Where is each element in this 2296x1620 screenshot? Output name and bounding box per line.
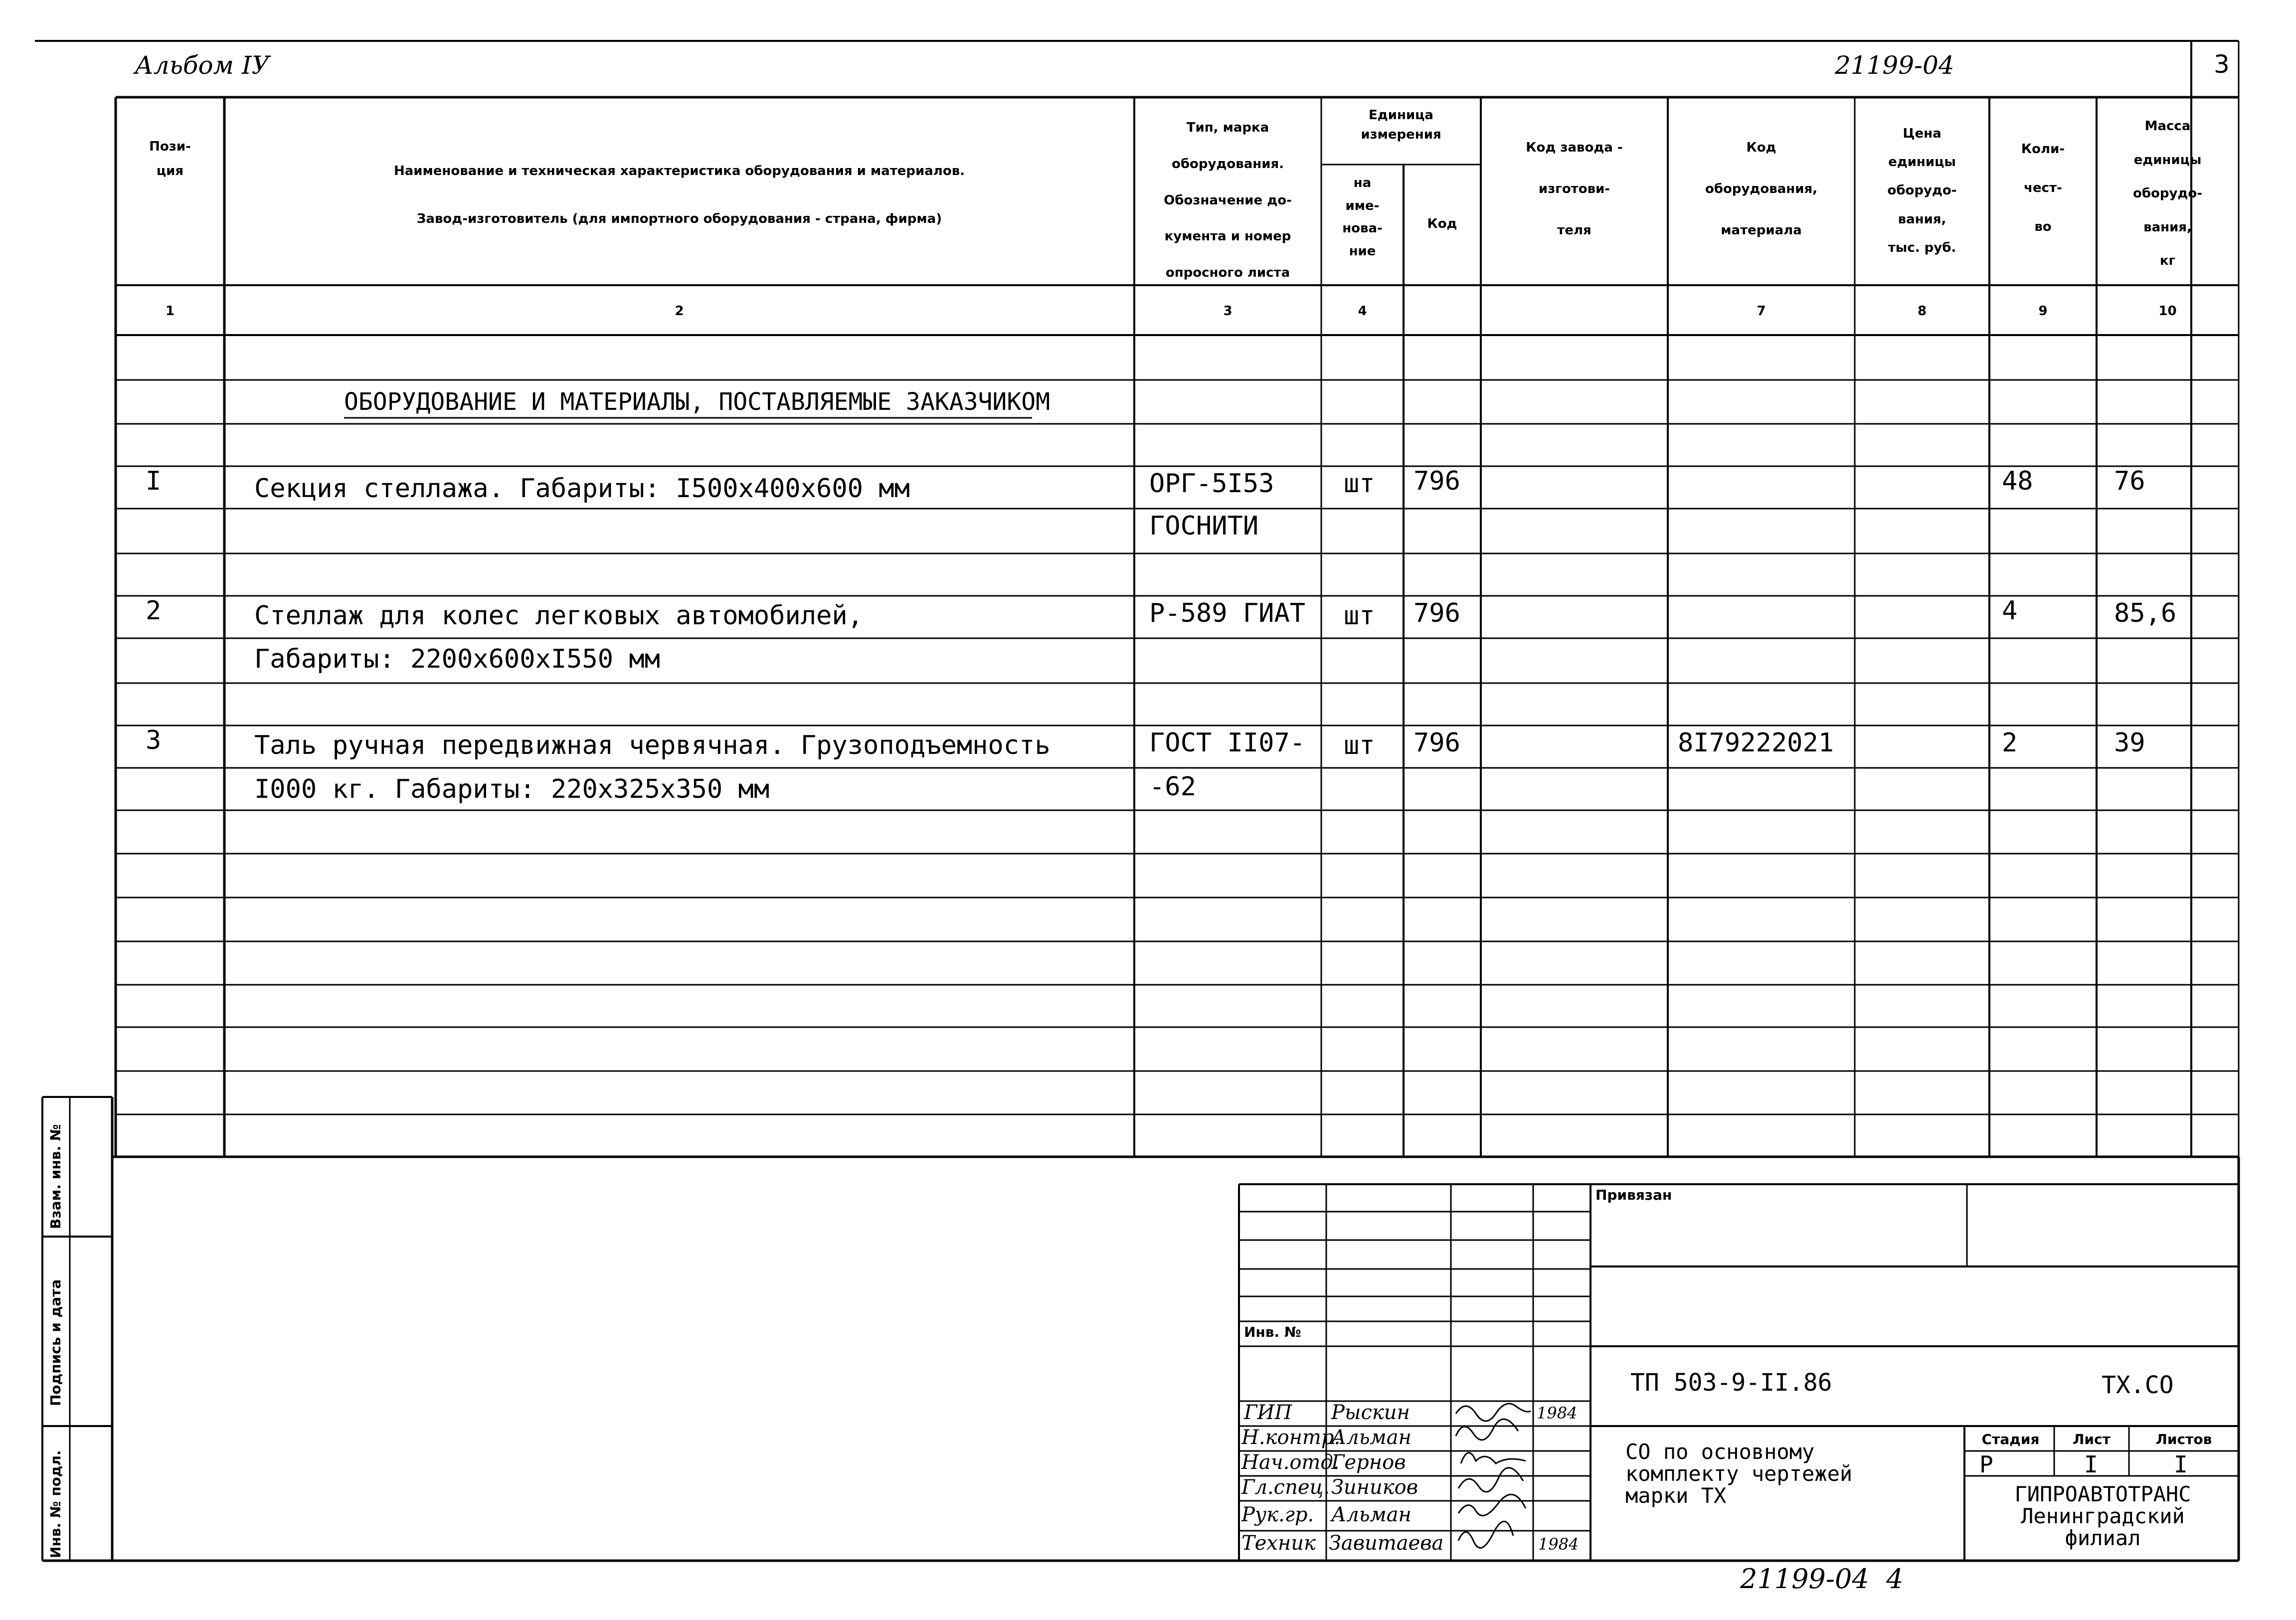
hdr-type-3: Обозначение до-	[1164, 192, 1292, 208]
hdr-qty-3: во	[2034, 219, 2052, 234]
hdr-mass-5: кг	[2159, 253, 2176, 269]
item-type-line1: Р-589 ГИАТ	[1149, 598, 1306, 628]
hdr-unit-2: измерения	[1361, 127, 1441, 142]
hdr-type-4: кумента и номер	[1164, 229, 1291, 244]
hdr-type-2: оборудования.	[1171, 156, 1284, 172]
document-mark: TX.CO	[2102, 1371, 2174, 1399]
hdr-name-2: Завод-изготовитель (для импортного оборудования - страна, фирма)	[416, 211, 942, 227]
hdr-price-1: Цена	[1903, 126, 1942, 141]
signer-role: Нач.отд.	[1241, 1451, 1340, 1474]
signer-role: Рук.гр.	[1241, 1503, 1314, 1526]
col-num-7: 7	[1757, 304, 1766, 319]
hdr-pos-2: ция	[156, 164, 184, 179]
hdr-unitname-1: на	[1353, 176, 1372, 190]
item-unit-code: 796	[1413, 598, 1460, 628]
item-mass: 85,6	[2114, 598, 2177, 628]
hdr-plant-3: теля	[1557, 223, 1591, 238]
item-name-line1: Таль ручная передвижная червячная. Грузоподъемность	[254, 730, 1051, 760]
hdr-unitname-3: нова-	[1342, 221, 1383, 236]
item-type-line1: ГОСТ II07-	[1149, 728, 1306, 758]
hdr-equip-3: материала	[1721, 223, 1802, 238]
sheets-total-value: I	[2174, 1451, 2188, 1478]
hdr-type-1: Тип, марка	[1186, 120, 1269, 135]
hdr-unit-1: Единица	[1369, 108, 1433, 123]
hdr-unitname-4: ние	[1349, 243, 1376, 259]
col-num-3: 3	[1223, 304, 1233, 319]
signer-name: Альман	[1331, 1426, 1412, 1449]
item-unit: шт	[1344, 601, 1375, 631]
side-label-replacement-inv: Взам. инв. №	[47, 1124, 64, 1229]
item-position: 3	[146, 725, 162, 755]
hdr-qty-2: чест-	[2024, 180, 2062, 195]
item-name-line2: Габариты: 2200x600xI550 мм	[254, 644, 660, 674]
sheet-value: I	[2084, 1451, 2098, 1478]
item-quantity: 48	[2002, 466, 2033, 496]
item-name-line1: Стеллаж для колес легковых автомобилей,	[254, 601, 863, 631]
attached-label: Привязан	[1595, 1187, 1672, 1203]
signer-date: 1984	[1537, 1404, 1578, 1423]
hdr-plant-2: изготови-	[1538, 181, 1610, 197]
hdr-mass-4: вания,	[2143, 219, 2192, 235]
signer-role: Н.контр.	[1241, 1426, 1341, 1449]
item-equipment-code: 8I79222021	[1678, 728, 1834, 758]
organization-line2: Ленинградский	[2021, 1504, 2185, 1528]
project-code: ТП 503-9-II.86	[1630, 1369, 1832, 1397]
document-title-line3: марки ТХ	[1625, 1483, 1727, 1508]
col-num-4: 4	[1358, 304, 1367, 319]
hdr-price-3: оборудо-	[1887, 183, 1957, 198]
item-mass: 39	[2114, 728, 2145, 758]
signer-name: Зиников	[1331, 1476, 1418, 1499]
item-unit-code: 796	[1413, 466, 1460, 496]
album-label: Альбом IУ	[135, 51, 270, 80]
sheet-number: 3	[2214, 50, 2230, 79]
hdr-mass-2: единицы	[2133, 152, 2202, 168]
item-type-line2: ГОСНИТИ	[1149, 511, 1259, 541]
signer-role: Гл.спец.	[1241, 1476, 1330, 1499]
item-name-line2: I000 кг. Габариты: 220x325x350 мм	[254, 774, 770, 804]
col-num-9: 9	[2038, 304, 2048, 319]
hdr-plant-1: Код завода -	[1526, 140, 1623, 155]
hdr-mass-1: Масса	[2144, 119, 2191, 134]
hdr-name-1: Наименование и техническая характеристика оборудования и материалов.	[393, 164, 965, 179]
document-title	[1625, 1441, 1852, 1507]
item-mass: 76	[2114, 466, 2145, 496]
item-name-line1: Секция стеллажа. Габариты: I500x400x600 мм	[254, 474, 910, 504]
document-title-line2: комплекту чертежей	[1625, 1461, 1853, 1486]
hdr-qty-1: Коли-	[2021, 142, 2065, 157]
hdr-price-5: тыс. руб.	[1888, 240, 1956, 255]
item-type-line2: -62	[1149, 772, 1196, 802]
item-position: 2	[146, 596, 162, 626]
hdr-price-4: вания,	[1898, 211, 1946, 227]
signer-name: Альман	[1331, 1503, 1412, 1526]
organization-line3: филиал	[2065, 1526, 2141, 1550]
hdr-equip-2: оборудования,	[1705, 181, 1818, 197]
bottom-document-code: 21199-04 4	[1740, 1563, 1904, 1595]
sheet-label: Лист	[2073, 1431, 2111, 1447]
document-title-line1: СО по основному	[1625, 1440, 1815, 1464]
item-unit: шт	[1344, 469, 1375, 499]
hdr-pos-1: Пози-	[149, 139, 191, 154]
document-code: 21199-04	[1835, 51, 1954, 80]
item-unit: шт	[1344, 730, 1375, 760]
side-label-signature-date: Подпись и дата	[47, 1279, 64, 1406]
section-title: ОБОРУДОВАНИЕ И МАТЕРИАЛЫ, ПОСТАВЛЯЕМЫЕ ЗАКАЗЧИКОМ	[344, 388, 1051, 416]
stage-value: Р	[1979, 1451, 1993, 1478]
item-type-line1: ОРГ-5I53	[1149, 469, 1274, 499]
signer-role: ГИП	[1244, 1401, 1292, 1424]
hdr-unitname-2: име-	[1345, 198, 1380, 213]
col-num-1: 1	[165, 304, 175, 319]
item-position: I	[146, 466, 162, 496]
signer-date: 1984	[1538, 1535, 1579, 1554]
col-num-10: 10	[2158, 304, 2177, 319]
item-quantity: 4	[2002, 596, 2018, 626]
sheets-total-label: Листов	[2155, 1431, 2212, 1447]
organization	[1967, 1483, 2239, 1549]
item-quantity: 2	[2002, 728, 2018, 758]
signer-name: Гернов	[1331, 1451, 1406, 1474]
signer-name: Завитаева	[1329, 1532, 1444, 1555]
hdr-equip-1: Код	[1746, 140, 1776, 155]
hdr-unit-code: Код	[1427, 216, 1457, 231]
side-label-original-inv: Инв. № подл.	[47, 1450, 64, 1558]
stage-label: Стадия	[1981, 1431, 2040, 1447]
hdr-type-5: опросного листа	[1165, 265, 1290, 281]
hdr-mass-3: оборудо-	[2132, 186, 2203, 201]
hdr-price-2: единицы	[1888, 155, 1956, 170]
inventory-number-label: Инв. №	[1244, 1324, 1301, 1340]
item-unit-code: 796	[1413, 728, 1460, 758]
organization-line1: ГИПРОАВТОТРАНС	[2014, 1482, 2191, 1506]
col-num-8: 8	[1917, 304, 1927, 319]
signer-name: Рыскин	[1331, 1401, 1410, 1424]
signer-role: Техник	[1241, 1532, 1316, 1555]
col-num-2: 2	[675, 304, 684, 319]
